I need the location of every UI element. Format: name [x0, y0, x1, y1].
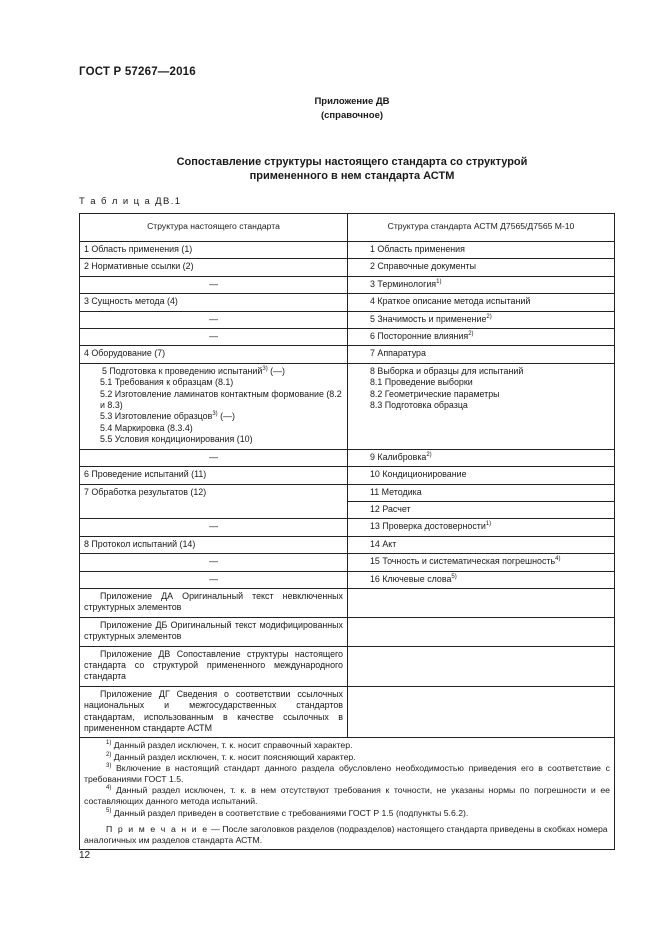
table-cell-astm-standard	[348, 363, 615, 449]
table-cell-current-standard	[80, 363, 348, 449]
cell-line: 5.2 Изготовление ламинатов контактным формование (8.2 и 8.3)	[100, 388, 342, 411]
cell-line: 6 Посторонние влияния$^{2)}$	[370, 331, 474, 342]
table-row	[80, 484, 615, 501]
table-cell-current-standard	[80, 484, 348, 519]
table-cell-astm-standard	[348, 242, 615, 259]
cell-line: 2 Справочные документы	[370, 261, 476, 272]
table-row	[80, 554, 615, 571]
table-cell-astm-standard	[348, 467, 615, 484]
cell-line: 8 Выборка и образцы для испытаний	[370, 365, 524, 376]
table-cell-astm-standard	[348, 449, 615, 466]
cell-line: 7 Обработка результатов (12)	[84, 486, 207, 497]
footnote: $^{4)}$ Данный раздел исключен, т. к. в нем отсутствуют требования к точности, не указаны нормы по погрешности и ее составляющих данного метода испытаний.	[84, 785, 610, 807]
table-row	[80, 276, 615, 293]
footnote-ref: 3)	[262, 365, 268, 372]
cell-line: Приложение ДВ Сопоставление структуры настоящего стандарта со структурой примененного международного стандарта	[84, 648, 343, 682]
footnote: $^{1)}$ Данный раздел исключен, т. к. носит справочный характер.	[106, 740, 353, 751]
cell-line: 7 Аппаратура	[370, 348, 426, 359]
table-cell-current-standard	[80, 467, 348, 484]
cell-line: 15 Точность и систематическая погрешность$^{4)}$	[370, 556, 561, 567]
table-row	[80, 536, 615, 553]
cell-line: 16 Ключевые слова$^{5)}$	[370, 573, 457, 584]
table-cell-current-standard	[80, 519, 348, 536]
footnote-ref: 5)	[451, 573, 457, 580]
cell-line: —	[209, 278, 218, 289]
cell-line: 5 Значимость и применение$^{2)}$	[370, 313, 492, 324]
table-caption: Т а б л и ц а ДВ.1	[79, 196, 182, 207]
table-cell-current-standard	[80, 554, 348, 571]
cell-line: 13 Проверка достоверности$^{1)}$	[370, 521, 492, 532]
cell-line: 8.3 Подготовка образца	[370, 400, 468, 411]
table-cell-current-standard	[80, 617, 348, 646]
footnote: $^{5)}$ Данный раздел приведен в соответствие с требованиями ГОСТ Р 1.5 (подпункты 5.6.2).	[106, 807, 469, 818]
cell-line: 5.5 Условия кондиционирования (10)	[100, 434, 253, 445]
table-cell-astm-standard	[348, 259, 615, 276]
appendix-heading	[79, 95, 625, 123]
footnote: $^{3)}$ Включение в настоящий стандарт данного раздела обусловлено необходимостью приведения его в соответствие с требованиями ГОСТ 1.5.	[84, 762, 611, 785]
table-row	[80, 242, 615, 259]
table-row	[80, 311, 615, 328]
cell-line: 10 Кондиционирование	[370, 469, 467, 480]
cell-line: —	[209, 331, 218, 342]
table-cell-current-standard	[80, 686, 348, 738]
footnotes-cell	[80, 738, 615, 850]
cell-line: 14 Акт	[370, 538, 397, 549]
table-footer-row	[80, 738, 615, 850]
cell-line: 5.3 Изготовление образцов$^{3)}$ (—)	[100, 411, 235, 422]
table-row	[80, 346, 615, 363]
table-cell-astm-standard	[348, 484, 615, 501]
table-cell-astm-standard	[348, 276, 615, 293]
table-cell-astm-standard	[348, 686, 615, 738]
footnote-ref: 1)	[485, 521, 492, 528]
table-cell-astm-standard	[348, 519, 615, 536]
table-row	[80, 588, 615, 617]
structure-comparison-table	[79, 213, 615, 850]
cell-line: Приложение ДГ Сведения о соответствии ссылочных национальных и межгосударственных стандартов стандартам, использованным в качестве ссылочных в примененном стандарте АСТМ	[84, 688, 343, 733]
cell-line: —	[209, 521, 218, 532]
table-row	[80, 686, 615, 738]
appendix-title: Приложение ДВ	[314, 96, 390, 107]
table-row	[80, 646, 615, 686]
table-row	[80, 467, 615, 484]
footnote-ref: 2)	[468, 331, 474, 338]
table-cell-astm-standard	[348, 501, 615, 518]
table-cell-astm-standard	[348, 617, 615, 646]
table-cell-astm-standard	[348, 346, 615, 363]
table-cell-current-standard	[80, 571, 348, 588]
page-title	[79, 155, 625, 183]
table-row	[80, 294, 615, 311]
table-header-cell: Структура стандарта АСТМ Д7565/Д7565 М-10	[348, 214, 615, 242]
cell-line: Приложение ДБ Оригинальный текст модифицированных структурных элементов	[84, 619, 343, 642]
cell-line: 5.4 Маркировка (8.3.4)	[100, 422, 193, 433]
table-cell-current-standard	[80, 346, 348, 363]
table-cell-astm-standard	[348, 536, 615, 553]
cell-line: 4 Краткое описание метода испытаний	[370, 296, 531, 307]
footnote: $^{2)}$ Данный раздел исключен, т. к. носит поясняющий характер.	[106, 751, 356, 762]
cell-line: —	[209, 451, 218, 462]
cell-line: 1 Область применения (1)	[84, 244, 193, 254]
table-cell-astm-standard	[348, 571, 615, 588]
table-note: П р и м е ч а н и е — После заголовков разделов (подразделов) настоящего стандарта приведены в скобках номера аналогичных им разделов стандарта АСТМ.	[84, 823, 608, 846]
cell-line: 5 Подготовка к проведению испытаний$^{3)}$ (—)	[102, 365, 285, 376]
cell-line: 5.1 Требования к образцам (8.1)	[100, 377, 234, 388]
cell-line: 1 Область применения	[370, 244, 465, 254]
table-row	[80, 617, 615, 646]
table-cell-current-standard	[80, 259, 348, 276]
table-row	[80, 329, 615, 346]
table-cell-current-standard	[80, 311, 348, 328]
table-cell-current-standard	[80, 449, 348, 466]
cell-line: 8 Протокол испытаний (14)	[84, 538, 196, 549]
cell-line: 6 Проведение испытаний (11)	[84, 469, 207, 480]
table-cell-astm-standard	[348, 554, 615, 571]
document-code: ГОСТ Р 57267—2016	[79, 66, 196, 78]
cell-line: Приложение ДА Оригинальный текст невключенных структурных элементов	[84, 590, 343, 613]
table-cell-current-standard	[80, 329, 348, 346]
table-row	[80, 571, 615, 588]
table-row	[80, 519, 615, 536]
table-cell-current-standard	[80, 276, 348, 293]
appendix-subtitle: (справочное)	[320, 110, 384, 121]
table-row	[80, 363, 615, 449]
table-cell-current-standard	[80, 242, 348, 259]
cell-line: —	[209, 556, 218, 567]
table-cell-astm-standard	[348, 588, 615, 617]
cell-line: 3 Терминология$^{1)}$	[370, 278, 442, 289]
table-cell-astm-standard	[348, 329, 615, 346]
cell-line: 4 Оборудование (7)	[84, 348, 166, 359]
footnote-ref: 4)	[555, 556, 561, 563]
footnote-ref: 3)	[212, 411, 218, 418]
page-number: 12	[79, 850, 91, 861]
cell-line: 3 Сущность метода (4)	[84, 296, 178, 307]
footnote-ref: 1)	[436, 278, 442, 285]
cell-line: 8.1 Проведение выборки	[370, 377, 473, 388]
table-cell-current-standard	[80, 294, 348, 311]
cell-line: 8.2 Геометрические параметры	[370, 388, 500, 399]
table-cell-astm-standard	[348, 294, 615, 311]
cell-line: 11 Методика	[370, 486, 422, 497]
table-body	[80, 242, 615, 738]
table-row	[80, 259, 615, 276]
cell-line: 12 Расчет	[370, 503, 411, 514]
cell-line: 2 Нормативные ссылки (2)	[84, 261, 194, 272]
table-cell-astm-standard	[348, 311, 615, 328]
cell-line: —	[209, 313, 218, 324]
table-cell-current-standard	[80, 588, 348, 617]
table-cell-current-standard	[80, 536, 348, 553]
table-header-row	[80, 214, 615, 242]
page-title-line-1: Сопоставление структуры настоящего стандарта со структурой	[176, 156, 528, 168]
footnote-ref: 2)	[426, 451, 432, 458]
table-cell-current-standard	[80, 646, 348, 686]
table-header-cell: Структура настоящего стандарта	[80, 214, 348, 242]
table-cell-astm-standard	[348, 646, 615, 686]
footnote-ref: 2)	[486, 313, 492, 320]
cell-line: —	[209, 573, 218, 584]
table-row	[80, 449, 615, 466]
page-title-line-2: примененного в нем стандарта АСТМ	[249, 170, 455, 182]
cell-line: 9 Калибровка$^{2)}$	[370, 451, 432, 462]
